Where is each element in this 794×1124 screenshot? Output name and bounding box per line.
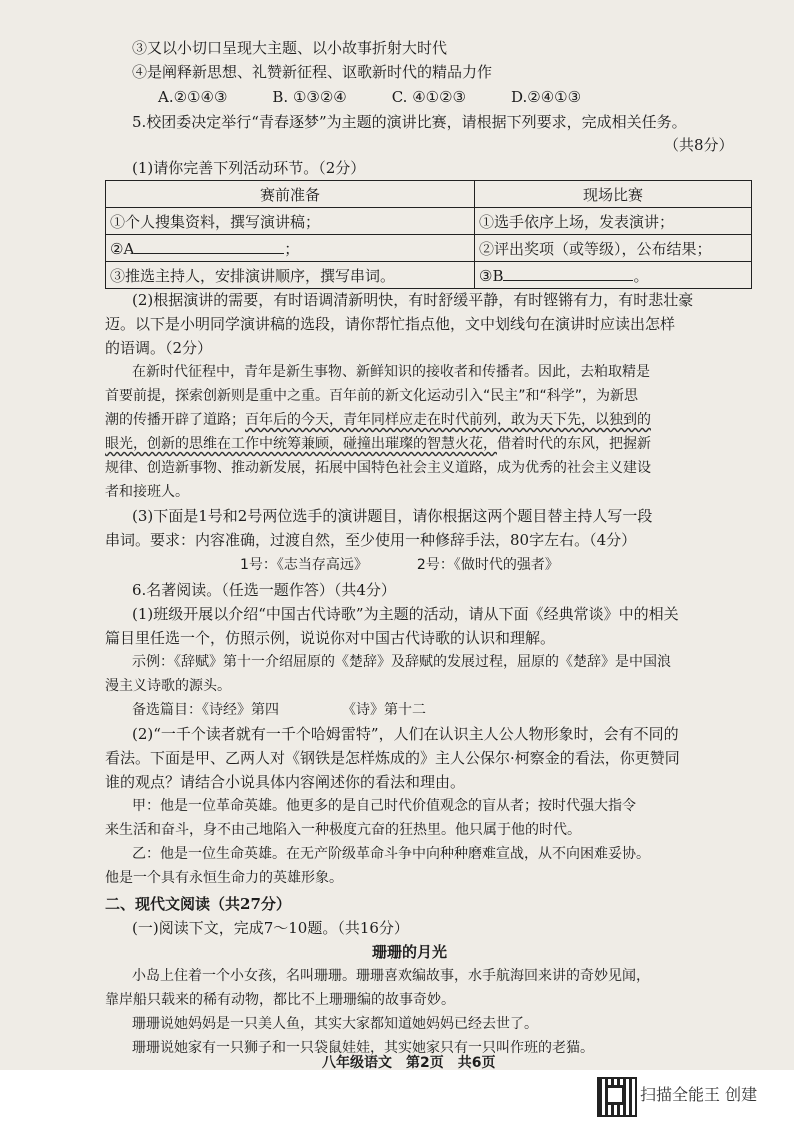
table-cell: ①选手依序上场，发表演讲； [475, 208, 752, 235]
activity-table [105, 180, 752, 289]
page-number: 八年级语文 第2页 共6页 [322, 1055, 496, 1071]
table-row [106, 208, 752, 235]
speech-para-line3 [105, 410, 651, 430]
q6-part-2-line1: (2)“一千个读者就有一千个哈姆雷特”，人们在认识主人公人物形象时，会有不同的 [132, 725, 679, 743]
answer-choices: A.②①④③ B. ①③②④ C. ④①②③ D.②④①③ [158, 88, 582, 106]
blank-a-label: ②A [110, 239, 135, 258]
story-title: 珊珊的月光 [372, 943, 448, 961]
speech-titles: 1号：《志当存高远》 2号：《做时代的强者》 [240, 557, 559, 573]
table-cell [475, 262, 752, 289]
reading-1-instruction: (一)阅读下文，完成7～10题。（共16分） [132, 919, 409, 937]
table-row [106, 262, 752, 289]
underlined-sentence: 百年后的今天，青年同样应走在时代前列，敢为天下先，以独到的 [245, 412, 651, 428]
q5-part-3-line1: (3)下面是1号和2号两位选手的演讲题目，请你根据这两个题目替主持人写一段 [132, 507, 653, 525]
blank-b-suffix: 。 [633, 266, 649, 285]
table-header-contest: 现场比赛 [475, 181, 752, 208]
speech-para-line5: 规律、创造新事物、推动新发展，拓展中国特色社会主义道路，成为优秀的社会主义建设 [105, 460, 651, 476]
q6-part-1-line2: 篇目里任选一个，仿照示例，说说你对中国古代诗歌的认识和理解。 [105, 629, 556, 647]
option-line-4: ④是阐释新思想、礼赞新征程、讴歌新时代的精品力作 [132, 63, 493, 81]
blank-a-field[interactable] [134, 239, 284, 254]
question-5-points: （共8分） [664, 136, 734, 154]
section-2-heading: 二、现代文阅读（共27分） [105, 895, 291, 913]
table-cell: ③推选主持人，安排演讲顺序，撰写串词。 [106, 262, 475, 289]
q6-part-2-line3: 谁的观点？请结合小说具体内容阐述你的看法和理由。 [105, 773, 466, 791]
story-line1: 小岛上住着一个小女孩，名叫珊珊。珊珊喜欢编故事，水手航海回来讲的奇妙见闻， [132, 968, 650, 984]
opinion-b-line2: 他是一个具有永恒生命力的英雄形象。 [105, 870, 343, 886]
scanner-credit: 扫描全能王 创建 [640, 1085, 758, 1104]
table-cell: ①个人搜集资料，撰写演讲稿； [106, 208, 475, 235]
opinion-b-line1: 乙：他是一位生命英雄。在无产阶级革命斗争中向种种磨难宣战，从不向困难妥协。 [132, 846, 650, 862]
speech-para-line1: 在新时代征程中，青年是新生事物、新鲜知识的接收者和传播者。因此，去粕取精是 [132, 364, 650, 380]
qr-code-icon [597, 1077, 637, 1117]
opinion-a-line2: 来生活和奋斗，身不由己地陷入一种极度亢奋的狂热里。他只属于他的时代。 [105, 822, 581, 838]
question-6-title: 6.名著阅读。（任选一题作答）（共4分） [132, 581, 396, 599]
q5-part-2-line2: 迈。以下是小明同学演讲稿的选段，请你帮忙指点他，文中划线句在演讲时应读出怎样 [105, 315, 676, 333]
underlined-sentence: 眼光，创新的思维在工作中统筹兼顾，碰撞出璀璨的智慧火花， [105, 436, 497, 452]
blank-b-field[interactable] [503, 266, 633, 281]
q5-part-1: (1)请你完善下列活动环节。（2分） [132, 159, 366, 177]
speech-text: 借着时代的东风，把握新 [497, 436, 651, 452]
story-line3: 珊珊说她妈妈是一只美人鱼，其实大家都知道她妈妈已经去世了。 [132, 1016, 538, 1032]
table-row [106, 235, 752, 262]
q6-part-1-line1: (1)班级开展以介绍“中国古代诗歌”为主题的活动，请从下面《经典常谈》中的相关 [132, 605, 679, 623]
example-line1: 示例：《辞赋》第十一介绍屈原的《楚辞》及辞赋的发展过程，屈原的《楚辞》是中国浪 [132, 654, 671, 670]
blank-b-label: ③B [479, 266, 504, 285]
speech-para-line2: 首要前提，探索创新则是重中之重。百年前的新文化运动引入“民主”和“科学”，为新思 [105, 388, 639, 404]
speech-para-line6: 者和接班人。 [105, 484, 189, 500]
option-line-3: ③又以小切口呈现大主题、以小故事折射大时代 [132, 39, 448, 57]
qr-inner [605, 1085, 625, 1105]
blank-a-suffix: ； [284, 239, 300, 258]
q6-part-2-line2: 看法。下面是甲、乙两人对《钢铁是怎样炼成的》主人公保尔·柯察金的看法，你更赞同 [105, 749, 680, 767]
optional-chapters: 备选篇目：《诗经》第四 《诗》第十二 [132, 702, 426, 718]
table-header-prep: 赛前准备 [106, 181, 475, 208]
story-line4: 珊珊说她家有一只狮子和一只袋鼠娃娃，其实她家只有一只叫作班的老猫。 [132, 1040, 594, 1056]
speech-text: 潮的传播开辟了道路； [105, 412, 245, 428]
q5-part-3-line2: 串词。要求：内容准确，过渡自然，至少使用一种修辞手法，80字左右。（4分） [105, 531, 637, 549]
opinion-a-line1: 甲：他是一位革命英雄。他更多的是自己时代价值观念的盲从者；按时代强大指令 [132, 798, 636, 814]
question-5-title: 5.校团委决定举行“青春逐梦”为主题的演讲比赛，请根据下列要求，完成相关任务。 [132, 113, 687, 131]
story-line2: 靠岸船只载来的稀有动物，都比不上珊珊编的故事奇妙。 [105, 992, 455, 1008]
table-cell: ②评出奖项（或等级），公布结果； [475, 235, 752, 262]
speech-para-line4 [105, 434, 651, 454]
table-cell [106, 235, 475, 262]
q5-part-2-line3: 的语调。（2分） [105, 339, 213, 357]
example-line2: 漫主义诗歌的源头。 [105, 678, 231, 694]
q5-part-2-line1: (2)根据演讲的需要，有时语调清新明快，有时舒缓平静，有时铿锵有力，有时悲壮豪 [132, 291, 694, 309]
